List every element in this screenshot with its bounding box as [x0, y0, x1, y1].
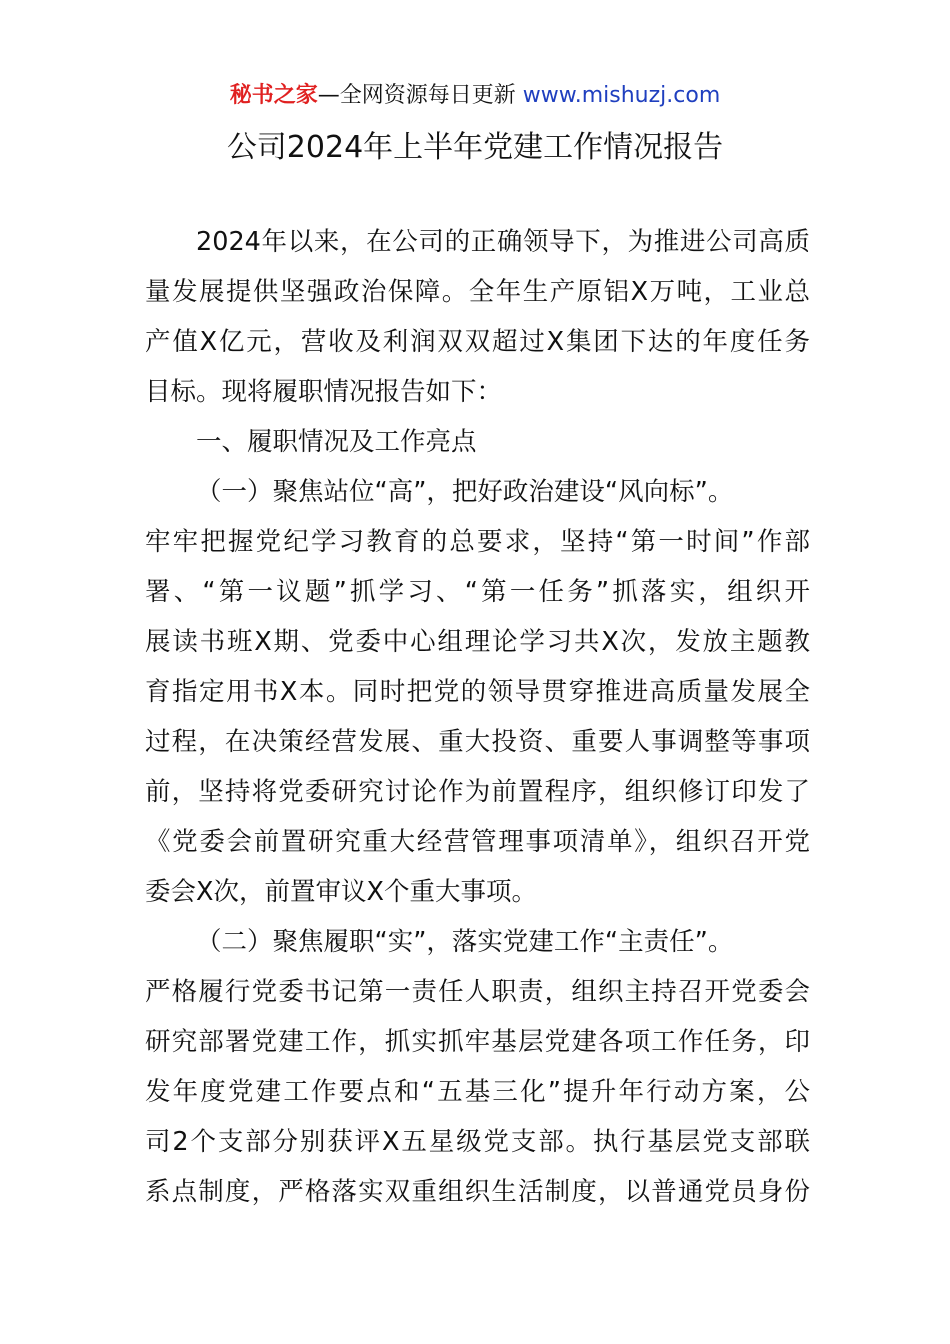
paragraph-line: 系点制度，严格落实双重组织生活制度，以普通党员身份 [145, 1177, 810, 1207]
site-header [0, 80, 950, 112]
paragraph-line: 过程，在决策经营发展、重大投资、重要人事调整等事项 [145, 727, 810, 757]
paragraph-line: 《党委会前置研究重大经营管理事项清单》，组织召开党 [145, 827, 810, 857]
paragraph-line: 前，坚持将党委研究讨论作为前置程序，组织修订印发了 [145, 777, 810, 807]
paragraph-line: 委会X次，前置审议X个重大事项。 [145, 877, 537, 907]
subsection-heading: （二）聚焦履职“实”，落实党建工作“主责任”。 [196, 927, 734, 957]
paragraph-line: 署、“第一议题”抓学习、“第一任务”抓落实，组织开 [145, 577, 810, 607]
paragraph-line: 发年度党建工作要点和“五基三化”提升年行动方案，公 [145, 1077, 810, 1107]
paragraph-line: 产值X亿元，营收及利润双双超过X集团下达的年度任务 [145, 327, 810, 357]
paragraph-line: 目标。现将履职情况报告如下： [145, 377, 503, 407]
paragraph-line: 严格履行党委书记第一责任人职责，组织主持召开党委会 [145, 977, 810, 1007]
paragraph-line: 量发展提供坚强政治保障。全年生产原铝X万吨，工业总 [145, 277, 810, 307]
site-slogan: —全网资源每日更新 [317, 83, 516, 108]
paragraph-line: 研究部署党建工作，抓实抓牢基层党建各项工作任务，印 [145, 1027, 810, 1057]
paragraph-line: 司2个支部分别获评X五星级党支部。执行基层党支部联 [145, 1127, 810, 1157]
paragraph-line: 展读书班X期、党委中心组理论学习共X次，发放主题教 [145, 627, 810, 657]
paragraph-line: 2024年以来，在公司的正确领导下，为推进公司高质 [196, 227, 810, 257]
site-url[interactable]: www.mishuzj.com [522, 83, 721, 108]
subsection-heading: （一）聚焦站位“高”，把好政治建设“风向标”。 [196, 477, 734, 507]
brand-name: 秘书之家 [229, 83, 318, 108]
document-title: 公司2024年上半年党建工作情况报告 [226, 130, 724, 165]
paragraph-line: 育指定用书X本。同时把党的领导贯穿推进高质量发展全 [145, 677, 810, 707]
section-heading: 一、履职情况及工作亮点 [196, 427, 477, 457]
paragraph-line: 牢牢把握党纪学习教育的总要求，坚持“第一时间”作部 [145, 527, 810, 557]
